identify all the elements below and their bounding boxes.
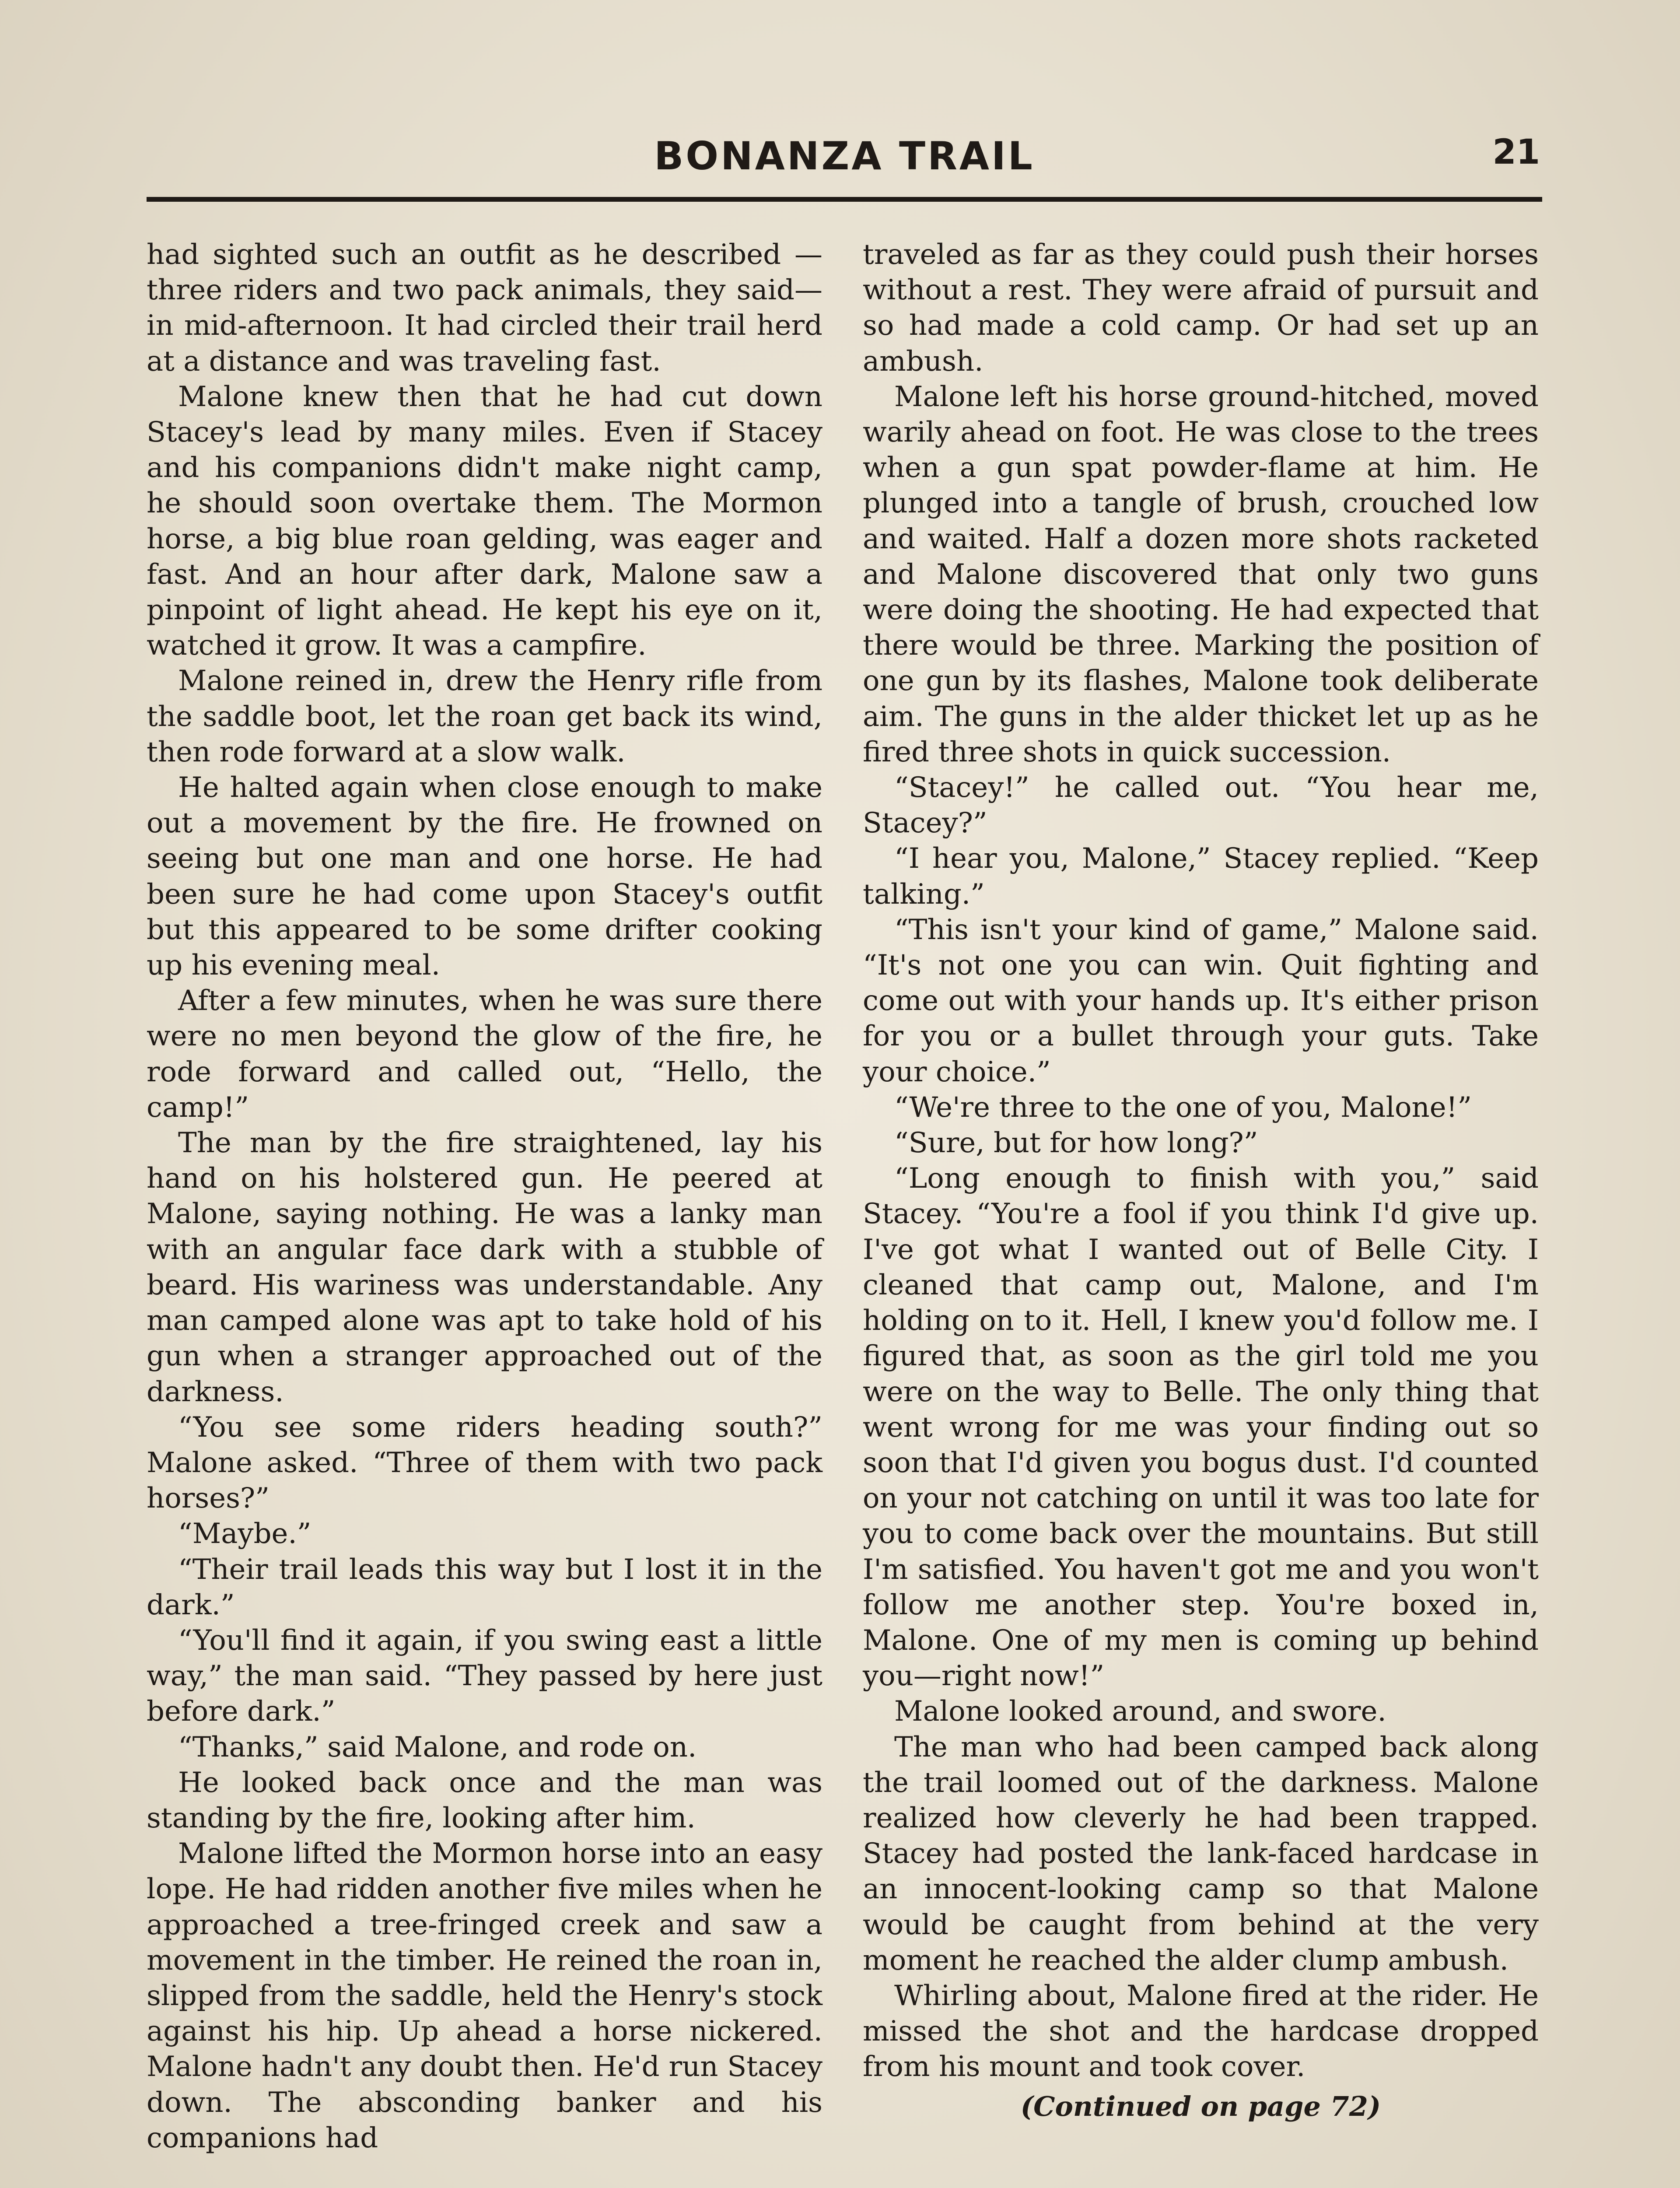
left-column: [147, 237, 822, 2156]
paragraph: The man by the fire straightened, lay his hand on his holstered gun. He peered at Malone, saying nothing. He was a lanky man with an angular face dark with a stubble of beard. His wariness was understandable. Any man camped alone was apt to take hold of his gun when a stranger approached out of the darkness.: [147, 1127, 822, 1408]
paragraph: “This isn't your kind of game,” Malone said. “It's not one you can win. Quit fighting and come out with your hands up. It's either prison for you or a bullet through your guts. Take your choice.”: [863, 913, 1539, 1088]
paragraph: “You see some riders heading south?” Malone asked. “Three of them with two pack horses?”: [147, 1411, 822, 1515]
right-column: [863, 237, 1539, 2124]
paragraph: “Stacey!” he called out. “You hear me, Stacey?”: [863, 771, 1539, 840]
paragraph: “Sure, but for how long?”: [894, 1127, 1258, 1160]
paragraph: “You'll find it again, if you swing east a little way,” the man said. “They passed by here just before dark.”: [147, 1624, 822, 1728]
paragraph: “Their trail leads this way but I lost it in the dark.”: [147, 1553, 822, 1621]
paragraph: had sighted such an outfit as he described —three riders and two pack animals, they said—in mid-afternoon. It had circled their trail herd at a distance and was traveling fast.: [147, 238, 822, 378]
page-number: 21: [1492, 133, 1540, 172]
header-rule: [147, 197, 1542, 202]
paragraph: Malone looked around, and swore.: [894, 1695, 1386, 1728]
paragraph: Malone left his horse ground-hitched, moved warily ahead on foot. He was close to the trees when a gun spat powder-flame at him. He plunged into a tangle of brush, crouched low and waited. Half a dozen more shots racketed and Malone discovered that only two guns were doing the shooting. He had expected that there would be three. Marking the position of one gun by its flashes, Malone took deliberate aim. The guns in the alder thicket let up as he fired three shots in quick succession.: [863, 380, 1539, 768]
paragraph: “Maybe.”: [178, 1518, 312, 1550]
page-title: BONANZA TRAIL: [654, 133, 1035, 179]
paragraph: Whirling about, Malone fired at the rider. He missed the shot and the hardcase dropped from his mount and took cover.: [863, 1979, 1539, 2083]
paragraph: He looked back once and the man was standing by the fire, looking after him.: [147, 1766, 822, 1834]
paragraph: Malone knew then that he had cut down Stacey's lead by many miles. Even if Stacey and his companions didn't make night camp, he should soon overtake them. The Mormon horse, a big blue roan gelding, was eager and fast. And an hour after dark, Malone saw a pinpoint of light ahead. He kept his eye on it, watched it grow. It was a campfire.: [147, 380, 822, 662]
continued-note: (Continued on page 72): [1020, 2090, 1381, 2122]
paragraph: “Long enough to finish with you,” said Stacey. “You're a fool if you think I'd give up. I've got what I wanted out of Belle City. I cleaned that camp out, Malone, and I'm holding on to it. Hell, I knew you'd follow me. I figured that, as soon as the girl told me you were on the way to Belle. The only thing that went wrong for me was your finding out so soon that I'd given you bogus dust. I'd counted on your not catching on until it was too late for you to come back over the mountains. But still I'm satisfied. You haven't got me and you won't follow me another step. You're boxed in, Malone. One of my men is coming up behind you—right now!”: [863, 1162, 1539, 1693]
paragraph: Malone reined in, drew the Henry rifle from the saddle boot, let the roan get back its wind, then rode forward at a slow walk.: [147, 665, 822, 768]
paragraph: Malone lifted the Mormon horse into an easy lope. He had ridden another five miles when he approached a tree-fringed creek and saw a movement in the timber. He reined the roan in, slipped from the saddle, held the Henry's stock against his hip. Up ahead a horse nickered. Malone hadn't any doubt then. He'd run Stacey down. The absconding banker and his companions had: [147, 1837, 822, 2154]
paragraph: He halted again when close enough to make out a movement by the fire. He frowned on seeing but one man and one horse. He had been sure he had come upon Stacey's outfit but this appeared to be some drifter cooking up his evening meal.: [147, 771, 822, 982]
paragraph: “Thanks,” said Malone, and rode on.: [178, 1731, 697, 1764]
paragraph: After a few minutes, when he was sure there were no men beyond the glow of the fire, he rode forward and called out, “Hello, the camp!”: [147, 985, 822, 1124]
paragraph: “I hear you, Malone,” Stacey replied. “Keep talking.”: [863, 842, 1539, 911]
page-header: [149, 129, 1540, 195]
paragraph: The man who had been camped back along the trail loomed out of the darkness. Malone realized how cleverly he had been trapped. Stacey had posted the lank-faced hardcase in an innocent-looking camp so that Malone would be caught from behind at the very moment he reached the alder clump ambush.: [863, 1731, 1539, 1977]
paragraph: “We're three to the one of you, Malone!”: [894, 1091, 1472, 1124]
paragraph: traveled as far as they could push their horses without a rest. They were afraid of pursuit and so had made a cold camp. Or had set up an ambush.: [863, 238, 1539, 378]
